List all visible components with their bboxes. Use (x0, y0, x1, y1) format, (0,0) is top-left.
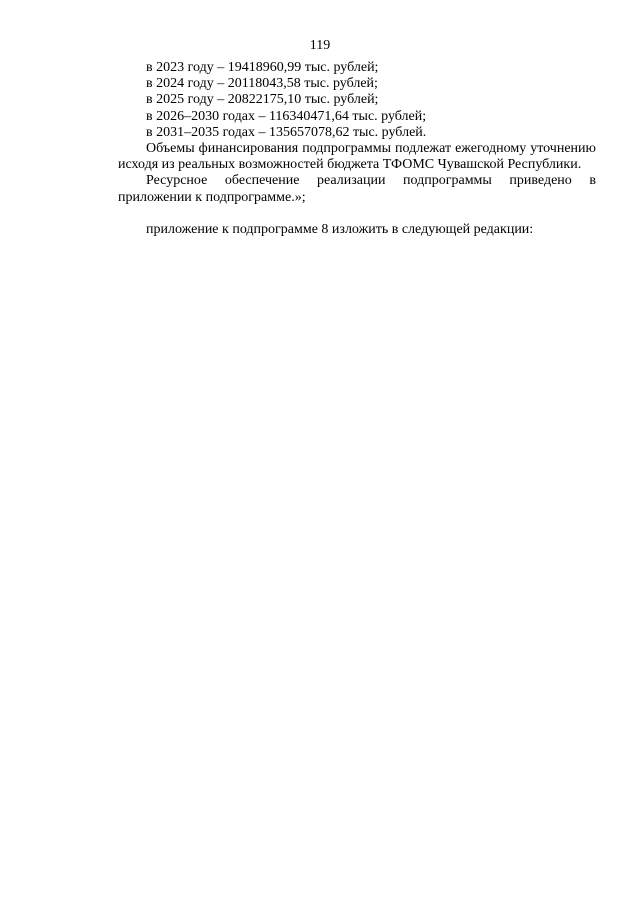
paragraph-resource-provision: Ресурсное обеспечение реализации подпрограммы приведено в приложении к подпрограмме.»; (118, 173, 596, 205)
paragraph-spacer (118, 206, 596, 222)
funding-line-2025: в 2025 году – 20822175,10 тыс. рублей; (146, 92, 379, 108)
page-number: 119 (309, 38, 331, 53)
funding-line-2031-2035: в 2031–2035 годах – 135657078,62 тыс. рублей. (146, 124, 427, 140)
document-body (118, 60, 596, 238)
funding-line-2024: в 2024 году – 20118043,58 тыс. рублей; (146, 76, 378, 92)
paragraph-appendix-instruction: приложение к подпрограмме 8 изложить в следующей редакции: (146, 221, 534, 237)
funding-line-2026-2030: в 2026–2030 годах – 116340471,64 тыс. рублей; (146, 108, 427, 124)
funding-line-2023: в 2023 году – 19418960,99 тыс. рублей; (146, 60, 379, 75)
paragraph-funding-adjustment: Объемы финансирования подпрограммы подлежат ежегодному уточнению исходя из реальных возможностей бюджета ТФОМС Чувашской Республики. (118, 141, 596, 173)
